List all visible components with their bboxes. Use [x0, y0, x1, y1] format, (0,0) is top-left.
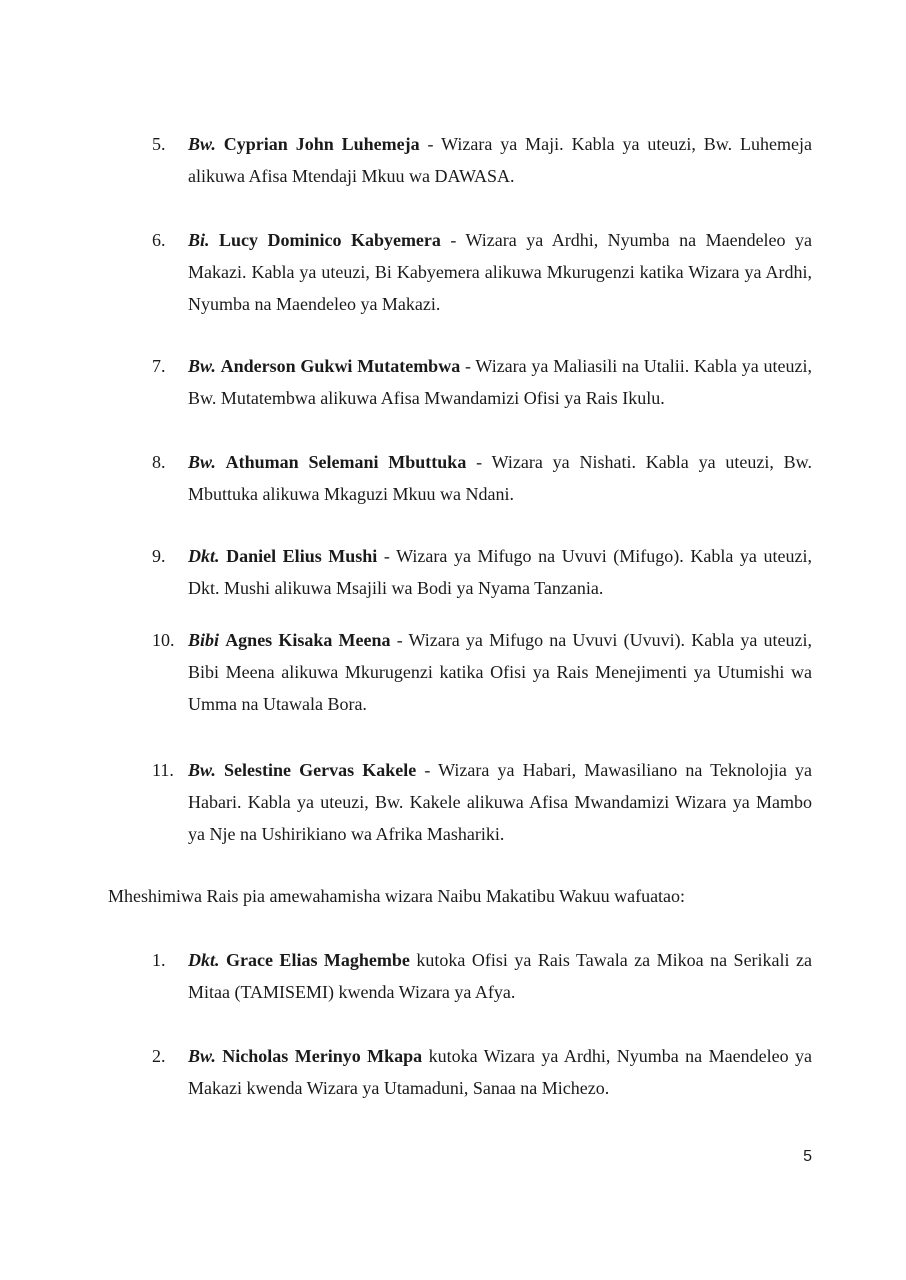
page-number: 5 — [803, 1148, 812, 1165]
person-name: Lucy Dominico Kabyemera — [219, 230, 441, 250]
person-name: Cyprian John Luhemeja — [223, 134, 420, 154]
honorific: Bw. — [188, 356, 216, 376]
honorific: Dkt. — [188, 950, 220, 970]
item-number: 1. — [152, 950, 166, 970]
appointment-text: - Wizara ya Maliasili na Utalii. Kabla ya uteuzi, Bw. Mutatembwa alikuwa Afisa Mwandamizi Ofisi ya Rais Ikulu. — [188, 356, 813, 408]
transfer-item — [152, 944, 812, 1008]
appointment-item — [152, 128, 812, 192]
person-name: Athuman Selemani Mbuttuka — [225, 452, 467, 472]
appointment-text: - Wizara ya Mifugo na Uvuvi (Uvuvi). Kabla ya uteuzi, Bibi Meena alikuwa Mkurugenzi katika Ofisi ya Rais Menejimenti ya Utumishi wa Umma na Utawala Bora. — [188, 630, 813, 714]
person-name: Nicholas Merinyo Mkapa — [222, 1046, 423, 1066]
appointment-text: - Wizara ya Habari, Mawasiliano na Teknolojia ya Habari. Kabla ya uteuzi, Bw. Kakele alikuwa Afisa Mwandamizi Wizara ya Mambo ya Nje na Ushirikiano wa Afrika Mashariki. — [188, 760, 813, 844]
item-number: 11. — [152, 760, 174, 780]
honorific: Bi. — [188, 230, 210, 250]
honorific: Bw. — [188, 452, 216, 472]
item-number: 5. — [152, 134, 166, 154]
person-name: Grace Elias Maghembe — [225, 950, 410, 970]
appointment-item — [152, 540, 812, 604]
appointment-text: - Wizara ya Nishati. Kabla ya uteuzi, Bw. Mbuttuka alikuwa Mkaguzi Mkuu wa Ndani. — [188, 452, 812, 504]
appointment-text: - Wizara ya Ardhi, Nyumba na Maendeleo ya Makazi. Kabla ya uteuzi, Bi Kabyemera alikuwa Mkurugenzi katika Wizara ya Ardhi, Nyumba na Maendeleo ya Makazi. — [188, 230, 813, 314]
honorific: Bw. — [188, 760, 216, 780]
item-number: 9. — [152, 546, 166, 566]
honorific: Bw. — [188, 134, 216, 154]
appointment-item — [152, 224, 812, 320]
person-name: Agnes Kisaka Meena — [225, 630, 391, 650]
person-name: Daniel Elius Mushi — [226, 546, 378, 566]
item-number: 6. — [152, 230, 166, 250]
honorific: Bibi — [188, 630, 220, 650]
transfer-item — [152, 1040, 812, 1104]
transfer-text: kutoka Ofisi ya Rais Tawala za Mikoa na Serikali za Mitaa (TAMISEMI) kwenda Wizara ya Afya. — [188, 950, 813, 1002]
honorific: Bw. — [188, 1046, 216, 1066]
person-name: Selestine Gervas Kakele — [223, 760, 417, 780]
item-number: 10. — [152, 630, 175, 650]
transfer-intro: Mheshimiwa Rais pia amewahamisha wizara Naibu Makatibu Wakuu wafuatao: — [108, 886, 686, 906]
appointment-item — [152, 446, 812, 510]
item-number: 2. — [152, 1046, 166, 1066]
appointment-item — [152, 350, 812, 414]
item-number: 8. — [152, 452, 166, 472]
person-name: Anderson Gukwi Mutatembwa — [220, 356, 461, 376]
appointment-text: - Wizara ya Mifugo na Uvuvi (Mifugo). Kabla ya uteuzi, Dkt. Mushi alikuwa Msajili wa Bodi ya Nyama Tanzania. — [188, 546, 812, 598]
appointment-text: - Wizara ya Maji. Kabla ya uteuzi, Bw. Luhemeja alikuwa Afisa Mtendaji Mkuu wa DAWASA. — [188, 134, 812, 186]
item-number: 7. — [152, 356, 166, 376]
transfer-text: kutoka Wizara ya Ardhi, Nyumba na Maendeleo ya Makazi kwenda Wizara ya Utamaduni, Sanaa na Michezo. — [188, 1046, 813, 1098]
honorific: Dkt. — [188, 546, 220, 566]
appointment-item — [152, 754, 812, 850]
appointment-item — [152, 624, 812, 720]
